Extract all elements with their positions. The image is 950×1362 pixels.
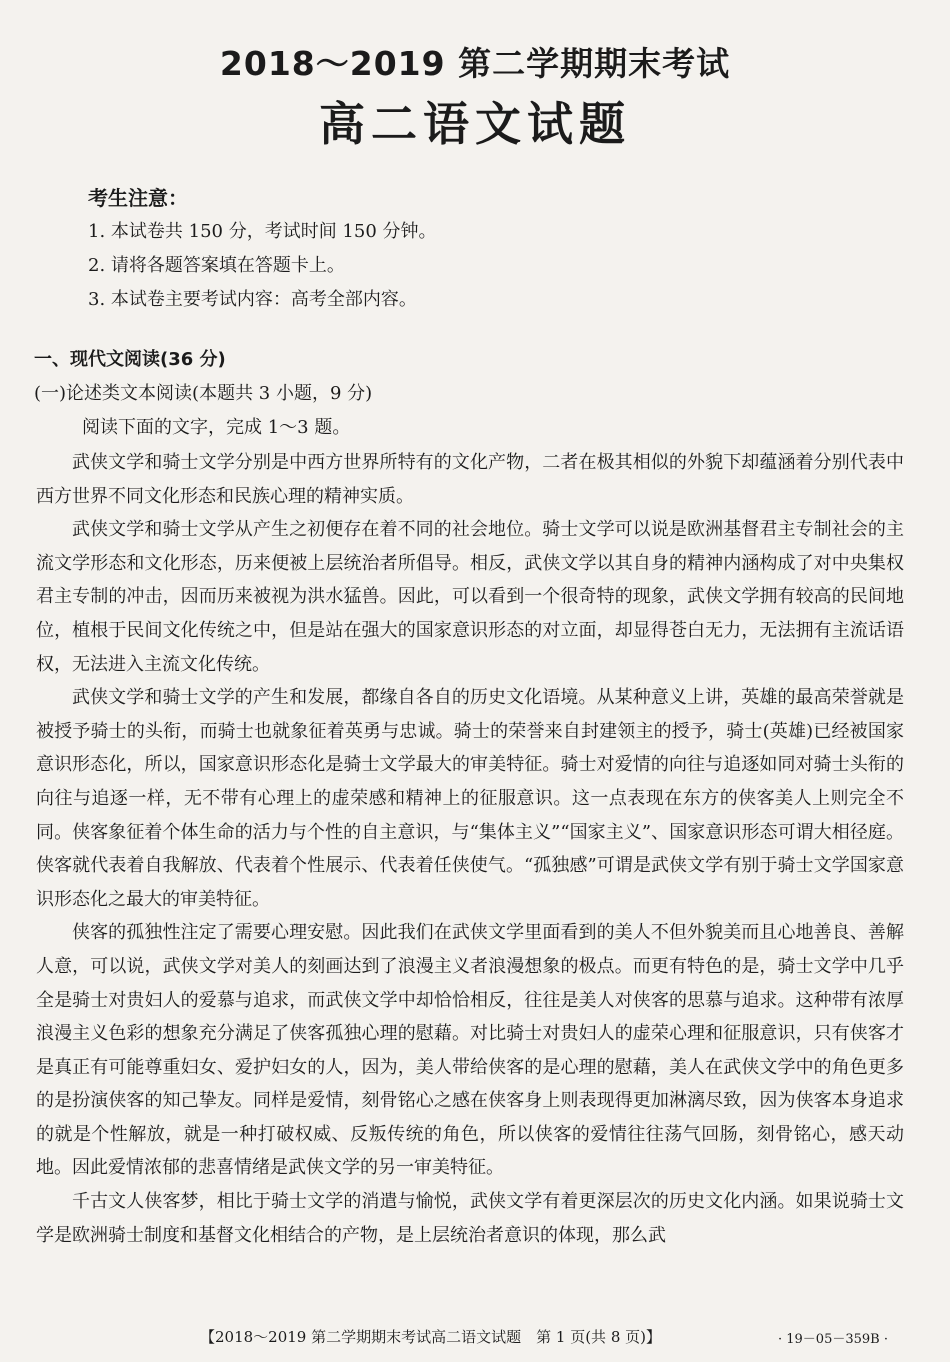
section-title: 一、现代文阅读(36 分) (34, 349, 226, 370)
notice-item: 1. 本试卷共 150 分，考试时间 150 分钟。 (88, 221, 437, 242)
passage-paragraph: 侠客的孤独性注定了需要心理安慰。因此我们在武侠文学里面看到的美人不但外貌美而且心地善良、善解人意，可以说，武侠文学对美人的刻画达到了浪漫主义者浪漫想象的极点。而更有特色的是，骑士文学中几乎全是骑士对贵妇人的爱慕与追求，而武侠文学中却恰恰相反，往往是美人对侠客的思慕与追求。这种带有浓厚浪漫主义色彩的想象充分满足了侠客孤独心理的慰藉。对比骑士对贵妇人的虚荣心理和征服意识，只有侠客才是真正有可能尊重妇女、爱护妇女的人，因为，美人带给侠客的是心理的慰藉，美人在武侠文学中的角色更多的是扮演侠客的知己挚友。同样是爱情，刻骨铭心之感在侠客身上则表现得更加淋漓尽致，因为侠客本身追求的就是个性解放，就是一种打破权威、反叛传统的角色，所以侠客的爱情往往荡气回肠，刻骨铭心，感天动地。因此爱情浓郁的悲喜情绪是武侠文学的另一审美特征。 (36, 922, 904, 1179)
footer-running-title: 【2018～2019 第二学期期末考试高二语文试题 第 1 页(共 8 页)】 (200, 1328, 661, 1346)
section-subtitle: (一)论述类文本阅读(本题共 3 小题，9 分) (34, 383, 373, 404)
passage-paragraph: 武侠文学和骑士文学从产生之初便存在着不同的社会地位。骑士文学可以说是欧洲基督君主专制社会的主流文学形态和文化形态，历来便被上层统治者所倡导。相反，武侠文学以其自身的精神内涵构成了对中央集权君主专制的冲击，因而历来被视为洪水猛兽。因此，可以看到一个很奇特的现象，武侠文学拥有较高的民间地位，植根于民间文化传统之中，但是站在强大的国家意识形态的对立面，却显得苍白无力，无法拥有主流话语权，无法进入主流文化传统。 (36, 519, 904, 675)
passage-paragraph: 武侠文学和骑士文学的产生和发展，都缘自各自的历史文化语境。从某种意义上讲，英雄的最高荣誉就是被授予骑士的头衔，而骑士也就象征着英勇与忠诚。骑士的荣誉来自封建领主的授予，骑士(英雄)已经被国家意识形态化，所以，国家意识形态化是骑士文学最大的审美特征。骑士对爱情的向往与追逐如同对骑士头衔的向往与追逐一样，无不带有心理上的虚荣感和精神上的征服意识。这一点表现在东方的侠客美人上则完全不同。侠客象征着个体生命的活力与个性的自主意识，与“集体主义”“国家主义”、国家意识形态可谓大相径庭。侠客就代表着自我解放、代表着个性展示、代表着任侠使气。“孤独感”可谓是武侠文学有别于骑士文学国家意识形态化之最大的审美特征。 (36, 687, 904, 910)
footer-code: · 19－05－359B · (778, 1332, 888, 1347)
reading-instruction: 阅读下面的文字，完成 1～3 题。 (82, 417, 351, 438)
passage-paragraph: 千古文人侠客梦，相比于骑士文学的消遣与愉悦，武侠文学有着更深层次的历史文化内涵。如果说骑士文学是欧洲骑士制度和基督文化相结合的产物，是上层统治者意识的体现，那么武 (36, 1191, 904, 1246)
reading-passage (36, 446, 904, 1252)
notice-heading: 考生注意： (88, 186, 188, 210)
passage-paragraph: 武侠文学和骑士文学分别是中西方世界所特有的文化产物，二者在极其相似的外貌下却蕴涵着分别代表中西方世界不同文化形态和民族心理的精神实质。 (36, 452, 904, 507)
exam-title: 2018～2019 第二学期期末考试 (219, 44, 731, 83)
notice-item: 3. 本试卷主要考试内容：高考全部内容。 (88, 289, 417, 310)
notice-item: 2. 请将各题答案填在答题卡上。 (88, 255, 345, 276)
subject-title: 高二语文试题 (319, 97, 631, 151)
